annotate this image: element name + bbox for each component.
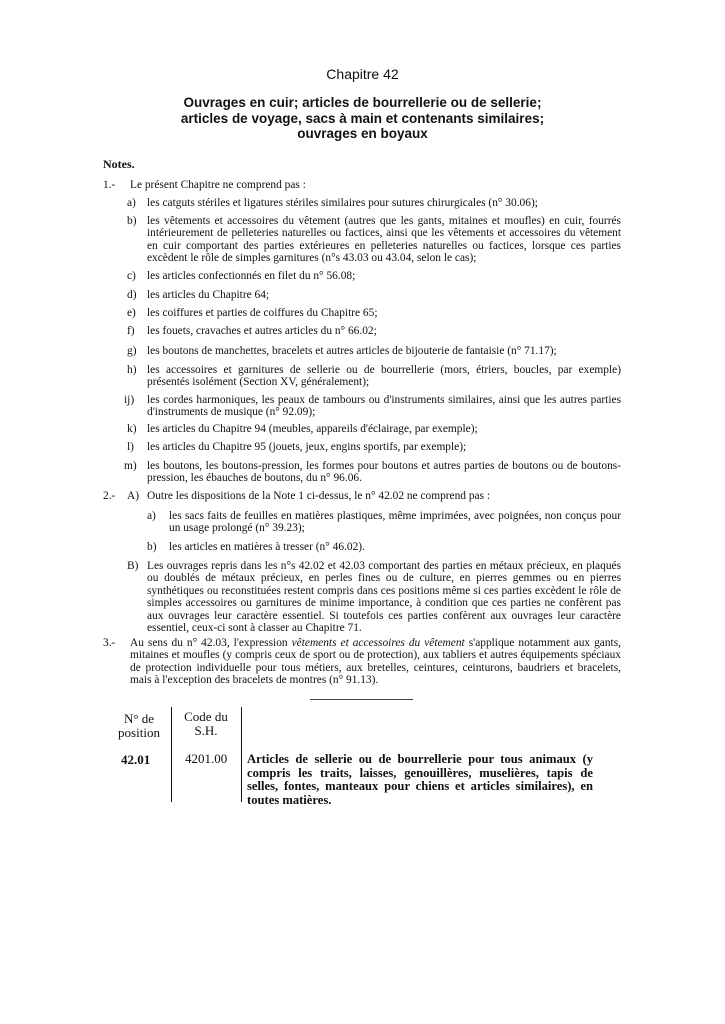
item-text: les coiffures et parties de coiffures du Chapitre 65;: [147, 307, 378, 319]
item-label: f): [127, 325, 135, 337]
column-divider: [171, 707, 172, 802]
item-text: les fouets, cravaches et autres articles du n° 66.02;: [147, 325, 377, 337]
note-number: 1.-: [103, 179, 116, 191]
title-line: Ouvrages en cuir; articles de bourrellerie ou de sellerie;: [183, 95, 542, 110]
item-text: les sacs faits de feuilles en matières plastiques, même imprimées, avec poignées, non conçus pour un usage prolongé (n° 39.23);: [169, 510, 621, 535]
item-text: les boutons de manchettes, bracelets et autres articles de bijouterie de fantaisie (n° 71.17);: [147, 345, 557, 357]
item-text: les articles du Chapitre 64;: [147, 289, 270, 301]
chapter-heading: Chapitre 42: [326, 66, 399, 82]
item-label: ij): [124, 394, 135, 406]
item-text: les cordes harmoniques, les peaux de tambours ou d'instruments similaires, ainsi que les autres parties d'instruments de musique (n° 92.09);: [147, 394, 621, 419]
item-label: d): [127, 289, 137, 301]
item-label: a): [147, 510, 156, 522]
note-number: 2.-: [103, 490, 116, 502]
note-text-part: s'applique notamment aux gants, mitaines et moufles (y compris ceux de sport ou de protection), aux tabliers et autres équipements spéciaux de protection individuelle pour tous métiers, aux bretelles, ceintures, ceinturons, baudriers et bracelets, mais à l'exception des bracelets de montres (n° 91.13).: [130, 637, 622, 687]
note-intro: Le présent Chapitre ne comprend pas :: [130, 179, 306, 191]
item-label: h): [127, 364, 137, 376]
notes-heading: Notes.: [103, 157, 135, 171]
item-label: m): [124, 460, 137, 472]
item-label: l): [127, 441, 134, 453]
item-text: les articles du Chapitre 94 (meubles, appareils d'éclairage, par exemple);: [147, 423, 478, 435]
subnote-label: B): [127, 560, 139, 572]
subnote-text: Les ouvrages repris dans les n°s 42.02 et 42.03 comportant des parties en métaux précieux, en plaqués ou doublés de métaux précieux, en perles fines ou de culture, en pierres gemmes ou en pierres synthétiques ou reconstituées restent compris dans ces positions même si ces parties excèdent le rôle de simples accessoires ou garnitures de minime importance, à condition que ces parties ne confèrent pas aux ouvrages leur caractère essentiel. Si toutefois ces parties confèrent aux ouvrages leur caractère essentiel, ceux-ci sont à classer au Chapitre 71.: [147, 560, 621, 635]
item-text: les vêtements et accessoires du vêtement (autres que les gants, mitaines et moufles) en cuir, fourrés intérieurement de pelleteries naturelles ou factices, ainsi que les vêtements et accessoires du vêtement en cuir comportant des parties extérieures en pelleteries naturelles ou factices, lorsque ces parties excèdent le rôle de simples garnitures (n°s 43.03 ou 43.04, selon le cas);: [147, 215, 621, 265]
position-description: Articles de sellerie ou de bourrellerie pour tous animaux (y compris les traits, laisses, genouillères, muselières, tapis de selles, fontes, manteaux pour chiens et articles similaires), en toutes matières.: [247, 752, 593, 807]
item-text: les boutons, les boutons-pression, les formes pour boutons et autres parties de boutons ou de boutons-pression, les ébauches de boutons, du n° 96.06.: [147, 460, 621, 485]
item-label: c): [127, 270, 136, 282]
item-label: b): [147, 541, 157, 553]
title-line: ouvrages en boyaux: [297, 126, 428, 141]
item-text: les catguts stériles et ligatures stériles similaires pour sutures chirurgicales (n° 30.06);: [147, 197, 538, 209]
hs-code: 4201.00: [185, 751, 228, 766]
item-text: les articles en matières à tresser (n° 46.02).: [169, 541, 365, 553]
separator-line: [310, 699, 413, 700]
note-text-italic: vêtements et accessoires du vêtement: [291, 637, 465, 649]
note-text-part: Au sens du n° 42.03, l'expression: [130, 637, 292, 649]
title-line: articles de voyage, sacs à main et contenants similaires;: [180, 110, 545, 126]
item-label: k): [127, 423, 137, 435]
position-column-header: N° de position: [118, 711, 160, 740]
subnote-intro: Outre les dispositions de la Note 1 ci-dessus, le n° 42.02 ne comprend pas :: [147, 490, 491, 502]
note-text: [130, 637, 621, 687]
item-label: e): [127, 307, 136, 319]
chapter-title: [150, 95, 575, 142]
item-label: g): [127, 345, 137, 357]
item-text: les accessoires et garnitures de sellerie ou de bourrellerie (mors, étriers, boucles, par exemple) présentés isolément (Section XV, généralement);: [147, 364, 621, 389]
column-divider: [241, 707, 242, 802]
subnote-label: A): [127, 490, 140, 502]
item-label: a): [127, 197, 136, 209]
item-text: les articles confectionnés en filet du n° 56.08;: [147, 270, 356, 282]
item-label: b): [127, 215, 137, 227]
item-text: les articles du Chapitre 95 (jouets, jeux, engins sportifs, par exemple);: [147, 441, 467, 453]
note-number: 3.-: [103, 637, 116, 649]
hs-code-column-header: Code du S.H.: [184, 709, 228, 738]
position-number: 42.01: [121, 752, 151, 767]
